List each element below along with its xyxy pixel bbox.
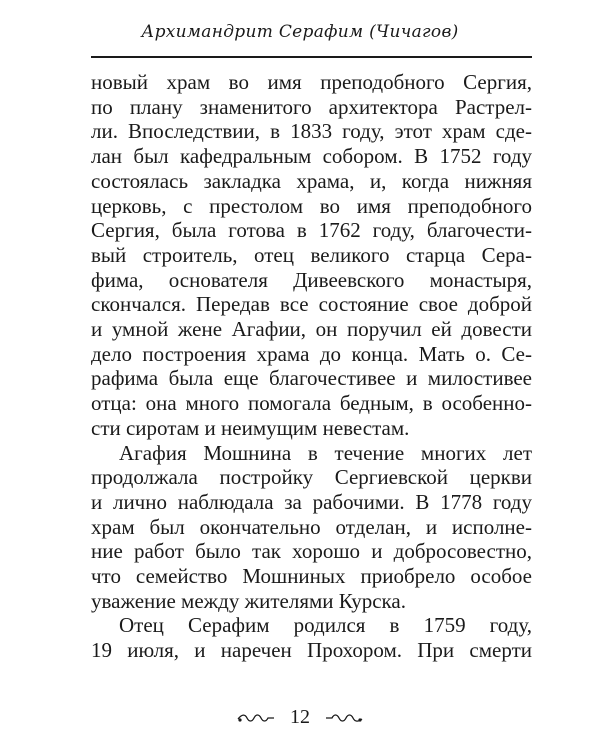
- text-line: церковь, с престолом во имя преподобного: [91, 193, 532, 218]
- text-line: и лично наблюдала за рабочими. В 1778 году: [91, 489, 532, 514]
- text-line: ли. Впоследствии, в 1833 году, этот храм сде-: [91, 119, 532, 144]
- text-line: скончался. Передав все состояние свое доброй: [91, 292, 532, 317]
- text-line: рафима была еще благочестивее и милостивее: [91, 366, 532, 391]
- page-body: [91, 70, 532, 663]
- text-line: храм был окончательно отделан, и исполне-: [91, 514, 532, 539]
- text-line: продолжала постройку Сергиевской церкви: [91, 465, 532, 490]
- text-line: Агафия Мошнина в течение многих лет: [119, 440, 532, 465]
- text-line: фима, основателя Дивеевского монастыря,: [91, 267, 532, 292]
- text-line: ние работ было так хорошо и добросовестно,: [91, 539, 532, 564]
- text-line: по плану знаменитого архитектора Растрел-: [91, 94, 532, 119]
- page-footer: [0, 706, 600, 729]
- flourish-ornament-left-icon: [236, 712, 276, 724]
- paragraph-2: [91, 441, 532, 614]
- text-line: 19 июля, и наречен Прохором. При смерти: [91, 638, 532, 663]
- text-line: лан был кафедральным собором. В 1752 году: [91, 144, 532, 169]
- text-line: Отец Серафим родился в 1759 году,: [119, 613, 532, 638]
- text-line: и умной жене Агафии, он поручил ей довести: [91, 317, 532, 342]
- paragraph-1: [91, 70, 532, 441]
- header-rule: [91, 56, 532, 58]
- text-line: Сергия, была готова в 1762 году, благочести-: [91, 218, 532, 243]
- running-title: Архимандрит Серафим (Чичагов): [141, 22, 459, 42]
- text-line: дело построения храма до конца. Мать о. Се-: [91, 341, 532, 366]
- text-line: уважение между жителями Курска.: [91, 588, 406, 613]
- text-line: отца: она много помогала бедным, в особенно-: [91, 391, 532, 416]
- text-line: новый храм во имя преподобного Сергия,: [91, 70, 532, 94]
- text-line: что семейство Мошниных приобрело особое: [91, 564, 532, 589]
- page-number: 12: [290, 706, 310, 728]
- text-line: сти сиротам и неимущим невестам.: [91, 415, 410, 440]
- text-line: состоялась закладка храма, и, когда нижняя: [91, 168, 532, 193]
- flourish-ornament-right-icon: [324, 712, 364, 724]
- paragraph-3: [91, 613, 532, 662]
- text-line: вый строитель, отец великого старца Сера-: [91, 242, 532, 267]
